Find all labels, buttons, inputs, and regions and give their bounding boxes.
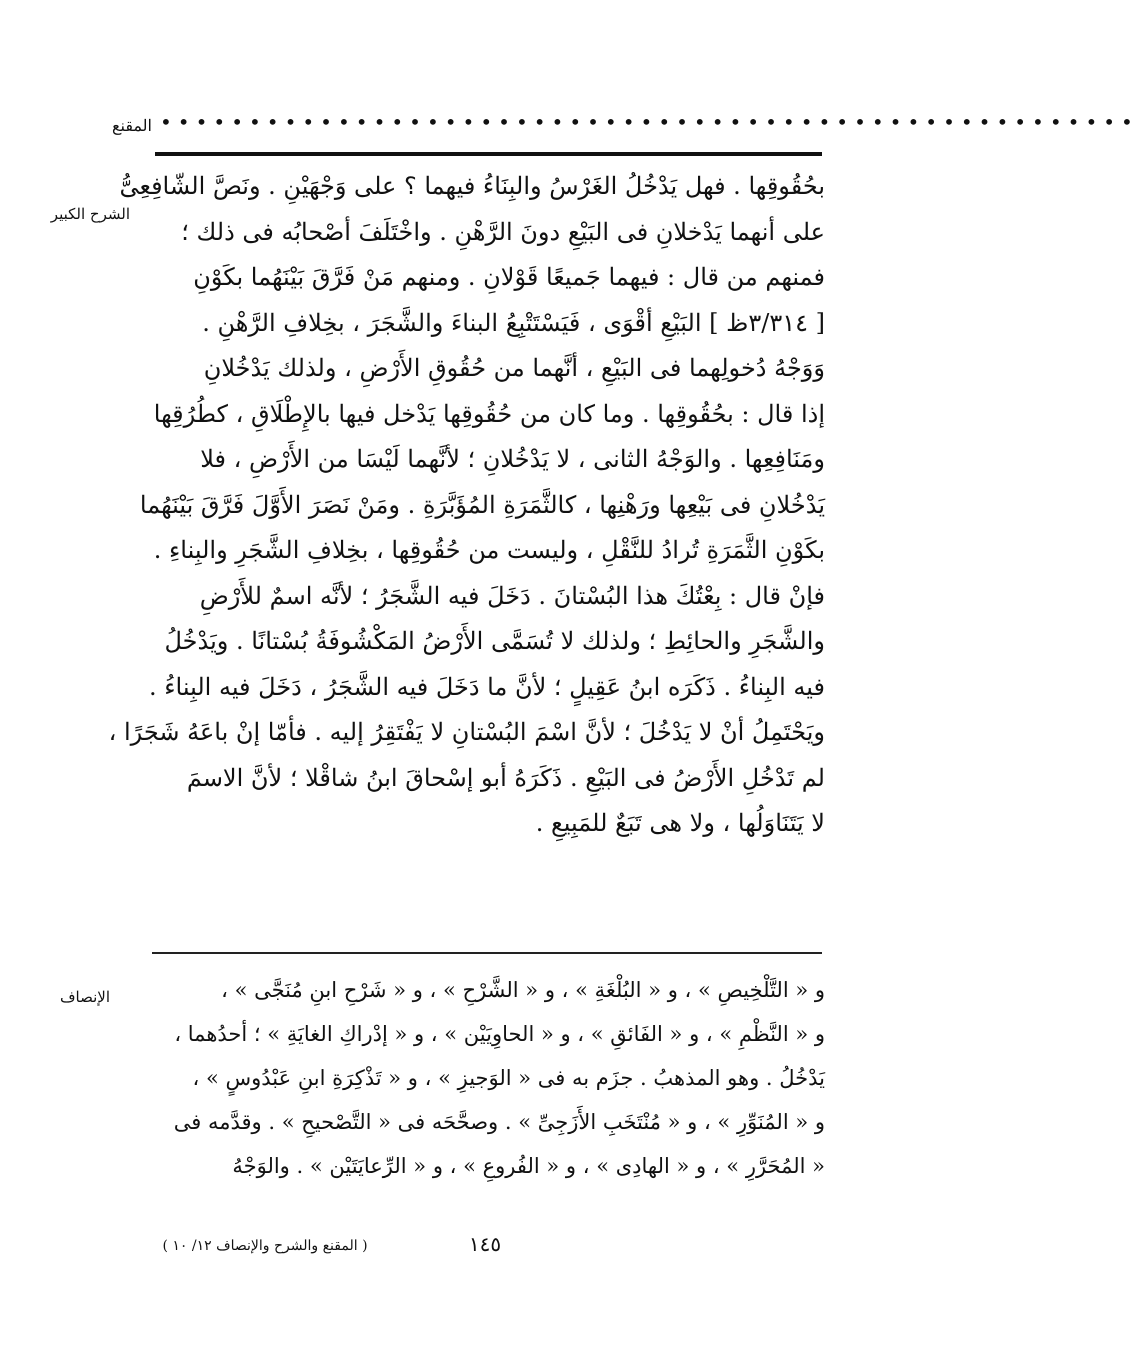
- text-line: لم تَدْخُلِ الأَرْضُ فى البَيْعِ . ذَكَرَهُ أبو إسْحاقَ ابنُ شاقْلا ؛ لأنَّ الاسمَ: [186, 763, 825, 792]
- text-line: يَدْخُلُ . وهو المذهبُ . جزَم به فى « الوَجيزِ » ، و « تَذْكِرَةِ ابنِ عَبْدُوسٍ » ،: [192, 1066, 825, 1090]
- text-line: إذا قال : بحُقُوقِها . وما كان من حُقُوقِها يَدْخل فيها بالإِطْلَاقِ ، كطُرُقِها: [153, 399, 825, 428]
- text-line: و « التَّلْخِيصِ » ، و « البُلْغَةِ » ، و « الشَّرْحِ » ، و « شَرْحِ ابنِ مُنَجَّى » ،: [221, 978, 825, 1002]
- text-line: ومَنَافِعِها . والوَجْهُ الثانى ، لا يَدْخُلانِ ؛ لأنَّهما لَيْسَا من الأَرْضِ ، فلا: [200, 445, 825, 473]
- section-divider: [152, 952, 822, 954]
- text-line: « المُحَرَّرِ » ، و « الهادِى » ، و « الفُروعِ » ، و « الرِّعايَتَيْن » . والوَجْهُ: [232, 1154, 825, 1178]
- text-line: فمنهم من قال : فيهما جَميعًا قَوْلانِ . ومنهم مَنْ فَرَّقَ بَيْنَهُما بكَوْنِ: [193, 263, 825, 291]
- footer-source: ( المقنع والشرح والإنصاف ١٢/ ١٠ ): [162, 1238, 368, 1254]
- text-line: فيه البِناءُ . ذَكَرَه ابنُ عَقِيلٍ ؛ لأنَّ ما دَخَلَ فيه الشَّجَرُ ، دَخَلَ فيه البِناءُ .: [149, 672, 825, 701]
- text-line: والشَّجَرِ والحائِطِ ؛ ولذلك لا تُسَمَّى الأَرْضُ المَكْشُوفَةُ بُسْتانًا . ويَدْخُلُ: [164, 627, 825, 655]
- text-line: [ ٣/٣١٤ظ ] البَيْعِ أقْوَى ، فَيَسْتَتْبِعُ البناءَ والشَّجَرَ ، بخِلافِ الرَّهْنِ .: [202, 308, 825, 337]
- insaf-body-text: [150, 968, 825, 1188]
- text-line: وَوَجْهُ دُخولِهما فى البَيْعِ ، أنَّهما من حُقُوقِ الأَرْضِ ، ولذلك يَدْخُلانِ: [203, 354, 825, 382]
- text-line: و « المُنَوِّرِ » ، و « مُنْتَخَبِ الأَزَجِىِّ » . وصحَّحَه فى « التَّصْحيحِ » . وقدَّمه فى: [173, 1110, 825, 1134]
- book-title-label: المقنع: [111, 116, 152, 135]
- text-line: بحُقُوقِها . فهل يَدْخُلُ الغَرْسُ والبِنَاءُ فيهما ؟ على وَجْهَيْنِ . ونَصَّ الشّافِعِىُّ: [119, 172, 825, 200]
- text-line: بكَوْنِ الثَّمَرَةِ تُرادُ للنَّقْلِ ، وليست من حُقُوقِها ، بخِلافِ الشَّجَرِ والبِناءِ .: [153, 536, 825, 564]
- text-line: يَدْخُلانِ فى بَيْعِها ورَهْنِها ، كالثَّمَرَةِ المُؤَبَّرَةِ . ومَنْ نَصَرَ الأَوَّلَ فَرَّقَ بَيْنَهُما: [139, 490, 825, 519]
- text-line: لا يَتَنَاوَلُها ، ولا هى تَبَعٌ للمَبِيعِ .: [535, 809, 825, 837]
- text-line: على أنهما يَدْخلانِ فى البَيْعِ دونَ الرَّهْنِ . واخْتَلَفَ أصْحابُه فى ذلك ؛: [181, 217, 825, 246]
- insaf-section-label: الإنصاف: [59, 988, 110, 1006]
- header-rule: [155, 152, 822, 156]
- sharh-section-label: الشرح الكبير: [50, 205, 130, 223]
- sharh-body-text: [108, 164, 825, 847]
- text-line: فإنْ قال : بِعْتُكَ هذا البُسْتانَ . دَخَلَ فيه الشَّجَرُ ؛ لأنَّه اسمٌ للأَرْضِ: [199, 581, 825, 610]
- header-dotted-leader: •••••••••••••••••••••••••••••••••••••••••••••••••••••••: [160, 110, 1139, 134]
- page-number: ١٤٥: [468, 1232, 502, 1256]
- text-line: ويَحْتَمِلُ أنْ لا يَدْخُلَ ؛ لأنَّ اسْمَ البُسْتانِ لا يَفْتَقِرُ إليه . فأمّا إنْ باعَهُ شَجَرًا ،: [108, 718, 825, 746]
- text-line: و « النَّظْمِ » ، و « الفَائقِ » ، و « الحاوِيَيْن » ، و « إدْراكِ الغايَةِ » ؛ أحدُهما ،: [174, 1022, 825, 1046]
